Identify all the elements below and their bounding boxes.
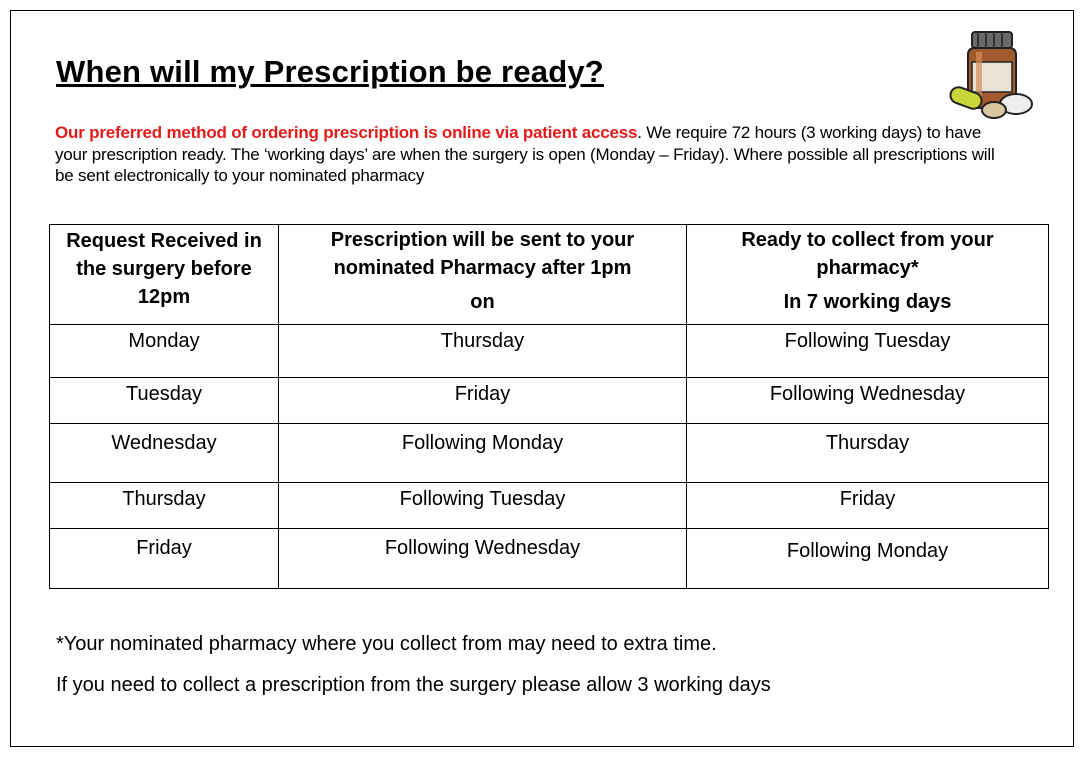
table-row <box>50 424 1049 483</box>
prescription-schedule-table <box>49 224 1049 589</box>
table-cell: Thursday <box>279 325 687 378</box>
header-sublabel: on <box>470 291 495 313</box>
page-title: When will my Prescription be ready? <box>56 54 604 89</box>
table-cell: Friday <box>50 529 279 589</box>
header-request-received <box>50 225 279 325</box>
table-cell: Following Tuesday <box>279 483 687 529</box>
table-header-row <box>50 225 1049 325</box>
table-row <box>50 325 1049 378</box>
intro-highlight: Our preferred method of ordering prescription is online via patient access <box>55 123 638 142</box>
footnote-pharmacy-time: *Your nominated pharmacy where you collect from may need to extra time. <box>56 633 717 655</box>
header-sublabel: In 7 working days <box>783 291 952 313</box>
header-ready-to-collect <box>687 225 1049 325</box>
table-cell: Thursday <box>687 424 1049 483</box>
table-cell: Following Wednesday <box>687 378 1049 424</box>
table-cell: Friday <box>687 483 1049 529</box>
table-cell: Friday <box>279 378 687 424</box>
medicine-bottle-and-pills-icon <box>946 26 1036 120</box>
table-cell: Wednesday <box>50 424 279 483</box>
table-cell: Thursday <box>50 483 279 529</box>
header-label: Ready to collect from your pharmacy* <box>741 229 994 279</box>
footnote-surgery-collection: If you need to collect a prescription from the surgery please allow 3 working days <box>56 674 771 696</box>
table-cell: Following Monday <box>279 424 687 483</box>
table-row <box>50 378 1049 424</box>
table-cell: Monday <box>50 325 279 378</box>
header-sent-to-pharmacy <box>279 225 687 325</box>
table-cell: Following Monday <box>687 529 1049 589</box>
header-label: Prescription will be sent to your nominated Pharmacy after 1pm <box>330 229 635 279</box>
table-row <box>50 483 1049 529</box>
intro-text: . We require 72 hours (3 working days) to have your prescription ready. The ‘working days’ are when the surgery is open (Monday – Friday). Where possible all prescriptions will be sent electronically to your nominated pharmacy <box>55 123 995 185</box>
table-row <box>50 529 1049 589</box>
table-cell: Tuesday <box>50 378 279 424</box>
table-cell: Following Tuesday <box>687 325 1049 378</box>
table-cell: Following Wednesday <box>279 529 687 589</box>
intro-paragraph <box>55 122 1015 187</box>
header-label: Request Received in the surgery before 12pm <box>66 230 262 308</box>
